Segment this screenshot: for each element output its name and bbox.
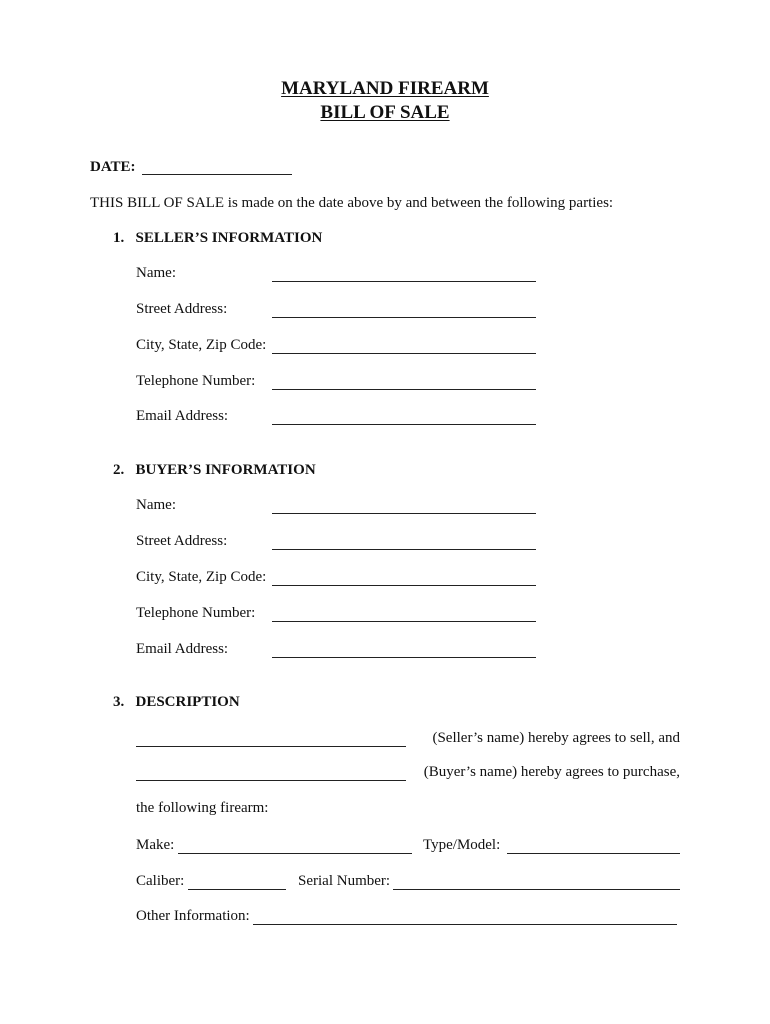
serial-number-field[interactable] bbox=[393, 889, 680, 890]
seller-heading: 1. SELLER’S INFORMATION bbox=[113, 230, 323, 246]
following-firearm-text: the following firearm: bbox=[136, 800, 269, 816]
seller-phone-label: Telephone Number: bbox=[136, 373, 256, 389]
caliber-field[interactable] bbox=[188, 889, 286, 890]
buyer-phone-field[interactable] bbox=[272, 621, 536, 622]
buyer-heading: 2. BUYER’S INFORMATION bbox=[113, 462, 316, 478]
other-information-field[interactable] bbox=[253, 924, 677, 925]
buyer-email-label: Email Address: bbox=[136, 641, 229, 657]
other-information-label: Other Information: bbox=[136, 908, 250, 924]
buyer-agrees-text: (Buyer’s name) hereby agrees to purchase, bbox=[423, 764, 680, 780]
seller-city-field[interactable] bbox=[272, 353, 536, 354]
buyer-name-field[interactable] bbox=[272, 513, 536, 514]
buyer-email-field[interactable] bbox=[272, 657, 536, 658]
serial-number-label: Serial Number: bbox=[298, 873, 391, 889]
seller-street-field[interactable] bbox=[272, 317, 536, 318]
type-model-label: Type/Model: bbox=[423, 837, 501, 853]
make-field[interactable] bbox=[178, 853, 412, 854]
description-heading: 3. DESCRIPTION bbox=[113, 694, 240, 710]
seller-email-label: Email Address: bbox=[136, 408, 229, 424]
buyer-city-field[interactable] bbox=[272, 585, 536, 586]
seller-name-blank[interactable] bbox=[136, 746, 406, 747]
buyer-name-label: Name: bbox=[136, 497, 176, 513]
intro-text: THIS BILL OF SALE is made on the date above by and between the following parties: bbox=[90, 195, 614, 211]
title-line-1: MARYLAND FIREARM bbox=[281, 78, 489, 99]
seller-agrees-text: (Seller’s name) hereby agrees to sell, and bbox=[432, 730, 680, 746]
seller-street-label: Street Address: bbox=[136, 301, 228, 317]
date-label: DATE: bbox=[90, 159, 136, 175]
caliber-label: Caliber: bbox=[136, 873, 185, 889]
seller-email-field[interactable] bbox=[272, 424, 536, 425]
seller-city-label: City, State, Zip Code: bbox=[136, 337, 267, 353]
buyer-phone-label: Telephone Number: bbox=[136, 605, 256, 621]
seller-phone-field[interactable] bbox=[272, 389, 536, 390]
title-line-2: BILL OF SALE bbox=[320, 102, 450, 123]
buyer-city-label: City, State, Zip Code: bbox=[136, 569, 267, 585]
seller-name-field[interactable] bbox=[272, 281, 536, 282]
buyer-street-label: Street Address: bbox=[136, 533, 228, 549]
type-model-field[interactable] bbox=[507, 853, 680, 854]
buyer-street-field[interactable] bbox=[272, 549, 536, 550]
seller-name-label: Name: bbox=[136, 265, 176, 281]
make-label: Make: bbox=[136, 837, 175, 853]
date-field[interactable] bbox=[142, 174, 292, 175]
buyer-name-blank[interactable] bbox=[136, 780, 406, 781]
